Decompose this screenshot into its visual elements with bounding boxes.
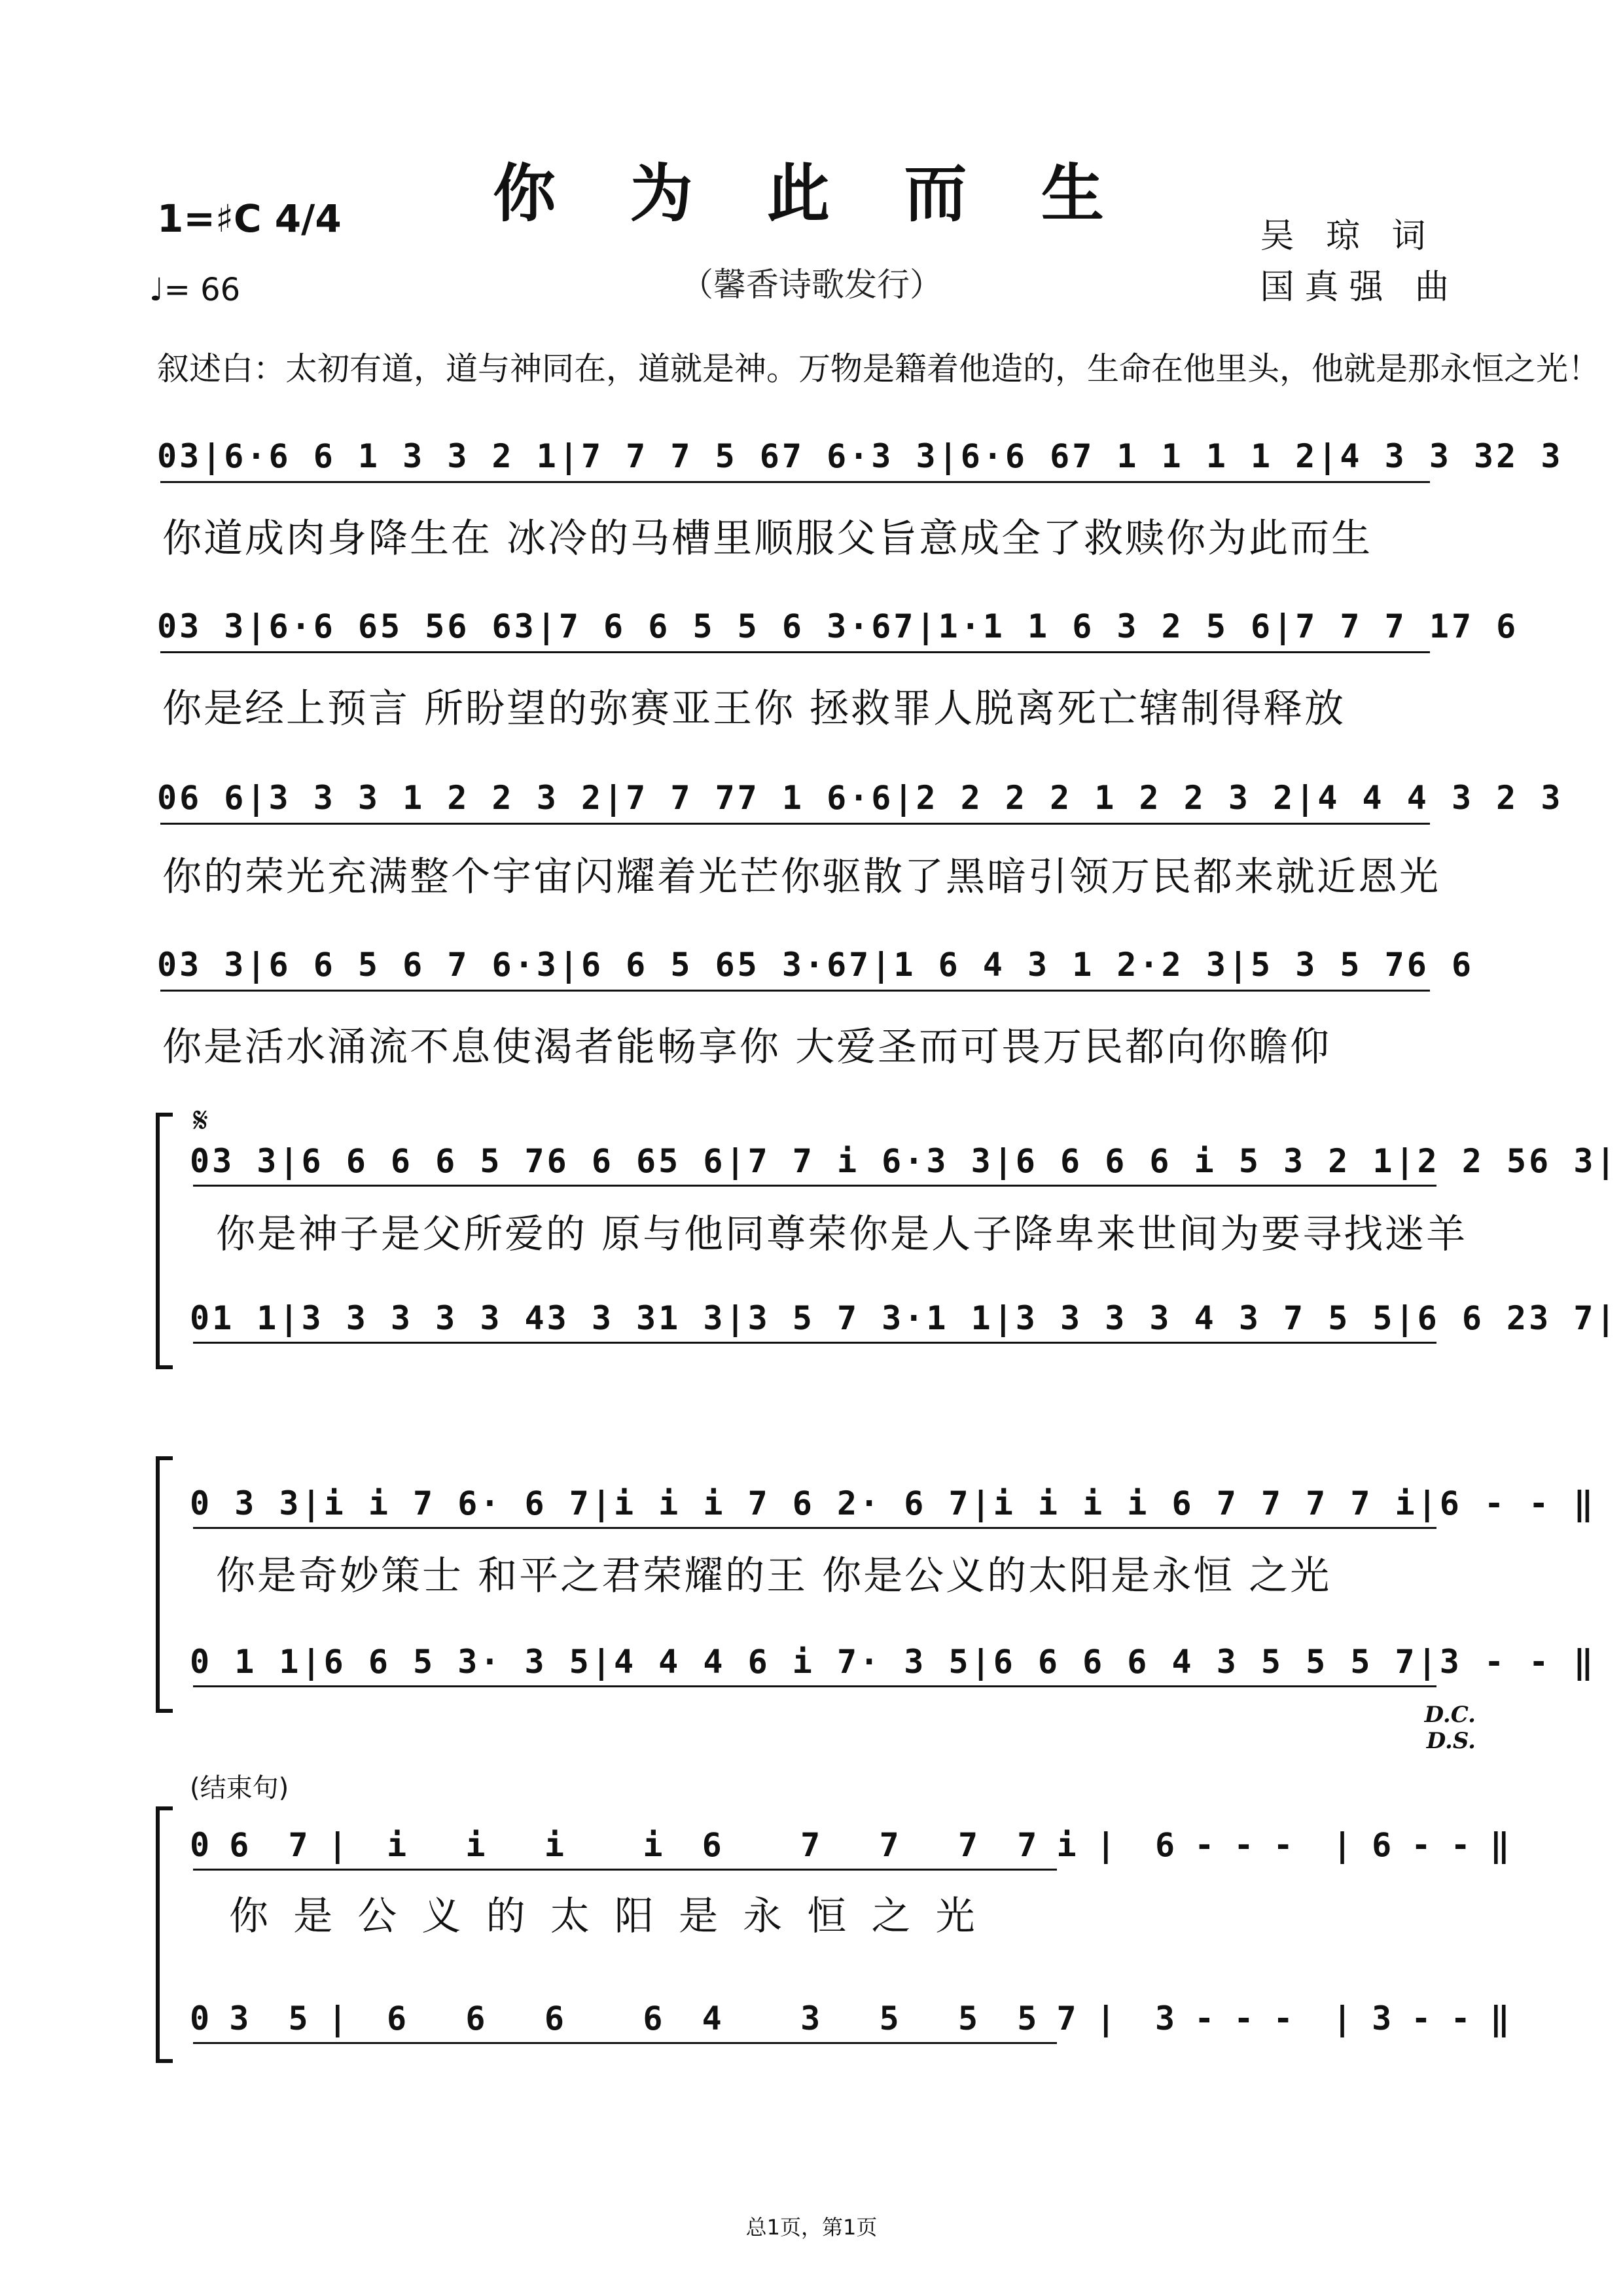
beam-line (193, 1869, 1057, 1871)
chorus-lyrics: 你是神子是父所爱的 原与他同尊荣你是人子降卑来世间为要寻找迷羊 (216, 1211, 1468, 1257)
lyrics-row-3: 你的荣光充满整个宇宙闪耀着光芒你驱散了黑暗引领万民都来就近恩光 (162, 854, 1440, 900)
system-bracket (156, 1456, 173, 1713)
beam-line (160, 481, 1430, 483)
key-signature: 1=♯C 4/4 (157, 196, 342, 241)
chorus-harmony: 01 1|3 3 3 3 3 43 3 31 3|3 5 7 3·1 1|3 3 3 3 4 3 7 5 5|6 6 23 7| (190, 1299, 1618, 1337)
beam-line (160, 990, 1430, 992)
beam-line (193, 1685, 1436, 1687)
ds-mark: D.S. (1426, 1728, 1476, 1754)
ending-harmony: 0 3 5 | 6 6 6 6 4 3 5 5 5 7 | 3 - - - | 3 - - ‖ (190, 2000, 1510, 2037)
page-footer: 总1页，第1页 (745, 2215, 878, 2240)
beam-line (193, 2042, 1057, 2044)
beam-line (160, 651, 1430, 653)
lyricist: 吴 琼 词 (1260, 217, 1436, 256)
ending-melody: 0 6 7 | i i i i 6 7 7 7 7 i | 6 - - - | 6 - - ‖ (190, 1826, 1510, 1864)
beam-line (193, 1527, 1436, 1529)
notation-row-1: 03|6·6 6 1 3 3 2 1|7 7 7 5 67 6·3 3|6·6 67 1 1 1 1 2|4 3 3 32 3 (157, 437, 1563, 475)
notation-row-3: 06 6|3 3 3 1 2 2 3 2|7 7 77 1 6·6|2 2 2 2 1 2 2 3 2|4 4 4 3 2 3 (157, 779, 1563, 817)
system-bracket (156, 1113, 173, 1369)
lyrics-row-2: 你是经上预言 所盼望的弥赛亚王你 拯救罪人脱离死亡辖制得释放 (162, 686, 1346, 732)
notation-row-4: 03 3|6 6 5 6 7 6·3|6 6 5 65 3·67|1 6 4 3 1 2·2 3|5 3 5 76 6 (157, 946, 1474, 984)
beam-line (160, 823, 1430, 825)
chorus2-lyrics: 你是奇妙策士 和平之君荣耀的王 你是公义的太阳是永恒 之光 (216, 1553, 1332, 1599)
chorus2-harmony: 0 1 1|6 6 5 3· 3 5|4 4 4 6 i 7· 3 5|6 6 6 6 4 3 5 5 5 7|3 - - ‖ (190, 1643, 1596, 1681)
credits (1260, 211, 1459, 313)
song-title: 你 为 此 而 生 (493, 156, 1130, 230)
tempo-marking: ♩= 66 (149, 272, 241, 308)
system-bracket (156, 1806, 173, 2063)
publisher-subtitle: （馨香诗歌发行） (681, 266, 942, 304)
composer: 国真强 曲 (1260, 268, 1459, 307)
dc-mark: D.C. (1424, 1702, 1476, 1728)
beam-line (193, 1342, 1436, 1344)
notation-row-2: 03 3|6·6 65 56 63|7 6 6 5 5 6 3·67|1·1 1 6 3 2 5 6|7 7 7 17 6 (157, 607, 1519, 645)
segno-sign: 𝄋 (193, 1100, 209, 1141)
lyrics-row-1: 你道成肉身降生在 冰冷的马槽里顺服父旨意成全了救赎你为此而生 (162, 516, 1373, 562)
repeat-marks (1425, 1702, 1476, 1754)
chorus2-melody: 0 3 3|i i 7 6· 6 7|i i i 7 6 2· 6 7|i i i i 6 7 7 7 7 i|6 - - ‖ (190, 1484, 1596, 1522)
narration-text: 叙述白：太初有道，道与神同在，道就是神。万物是籍着他造的，生命在他里头，他就是那永恒之光！ (157, 350, 1601, 387)
beam-line (193, 1185, 1436, 1187)
ending-label: (结束句) (190, 1773, 289, 1803)
ending-lyrics: 你 是 公 义 的 太 阳 是 永 恒 之 光 (229, 1893, 975, 1939)
lyrics-row-4: 你是活水涌流不息使渴者能畅享你 大爱圣而可畏万民都向你瞻仰 (162, 1024, 1332, 1070)
chorus-melody: 03 3|6 6 6 6 5 76 6 65 6|7 7 i 6·3 3|6 6 6 6 i 5 3 2 1|2 2 56 3| (190, 1142, 1618, 1180)
